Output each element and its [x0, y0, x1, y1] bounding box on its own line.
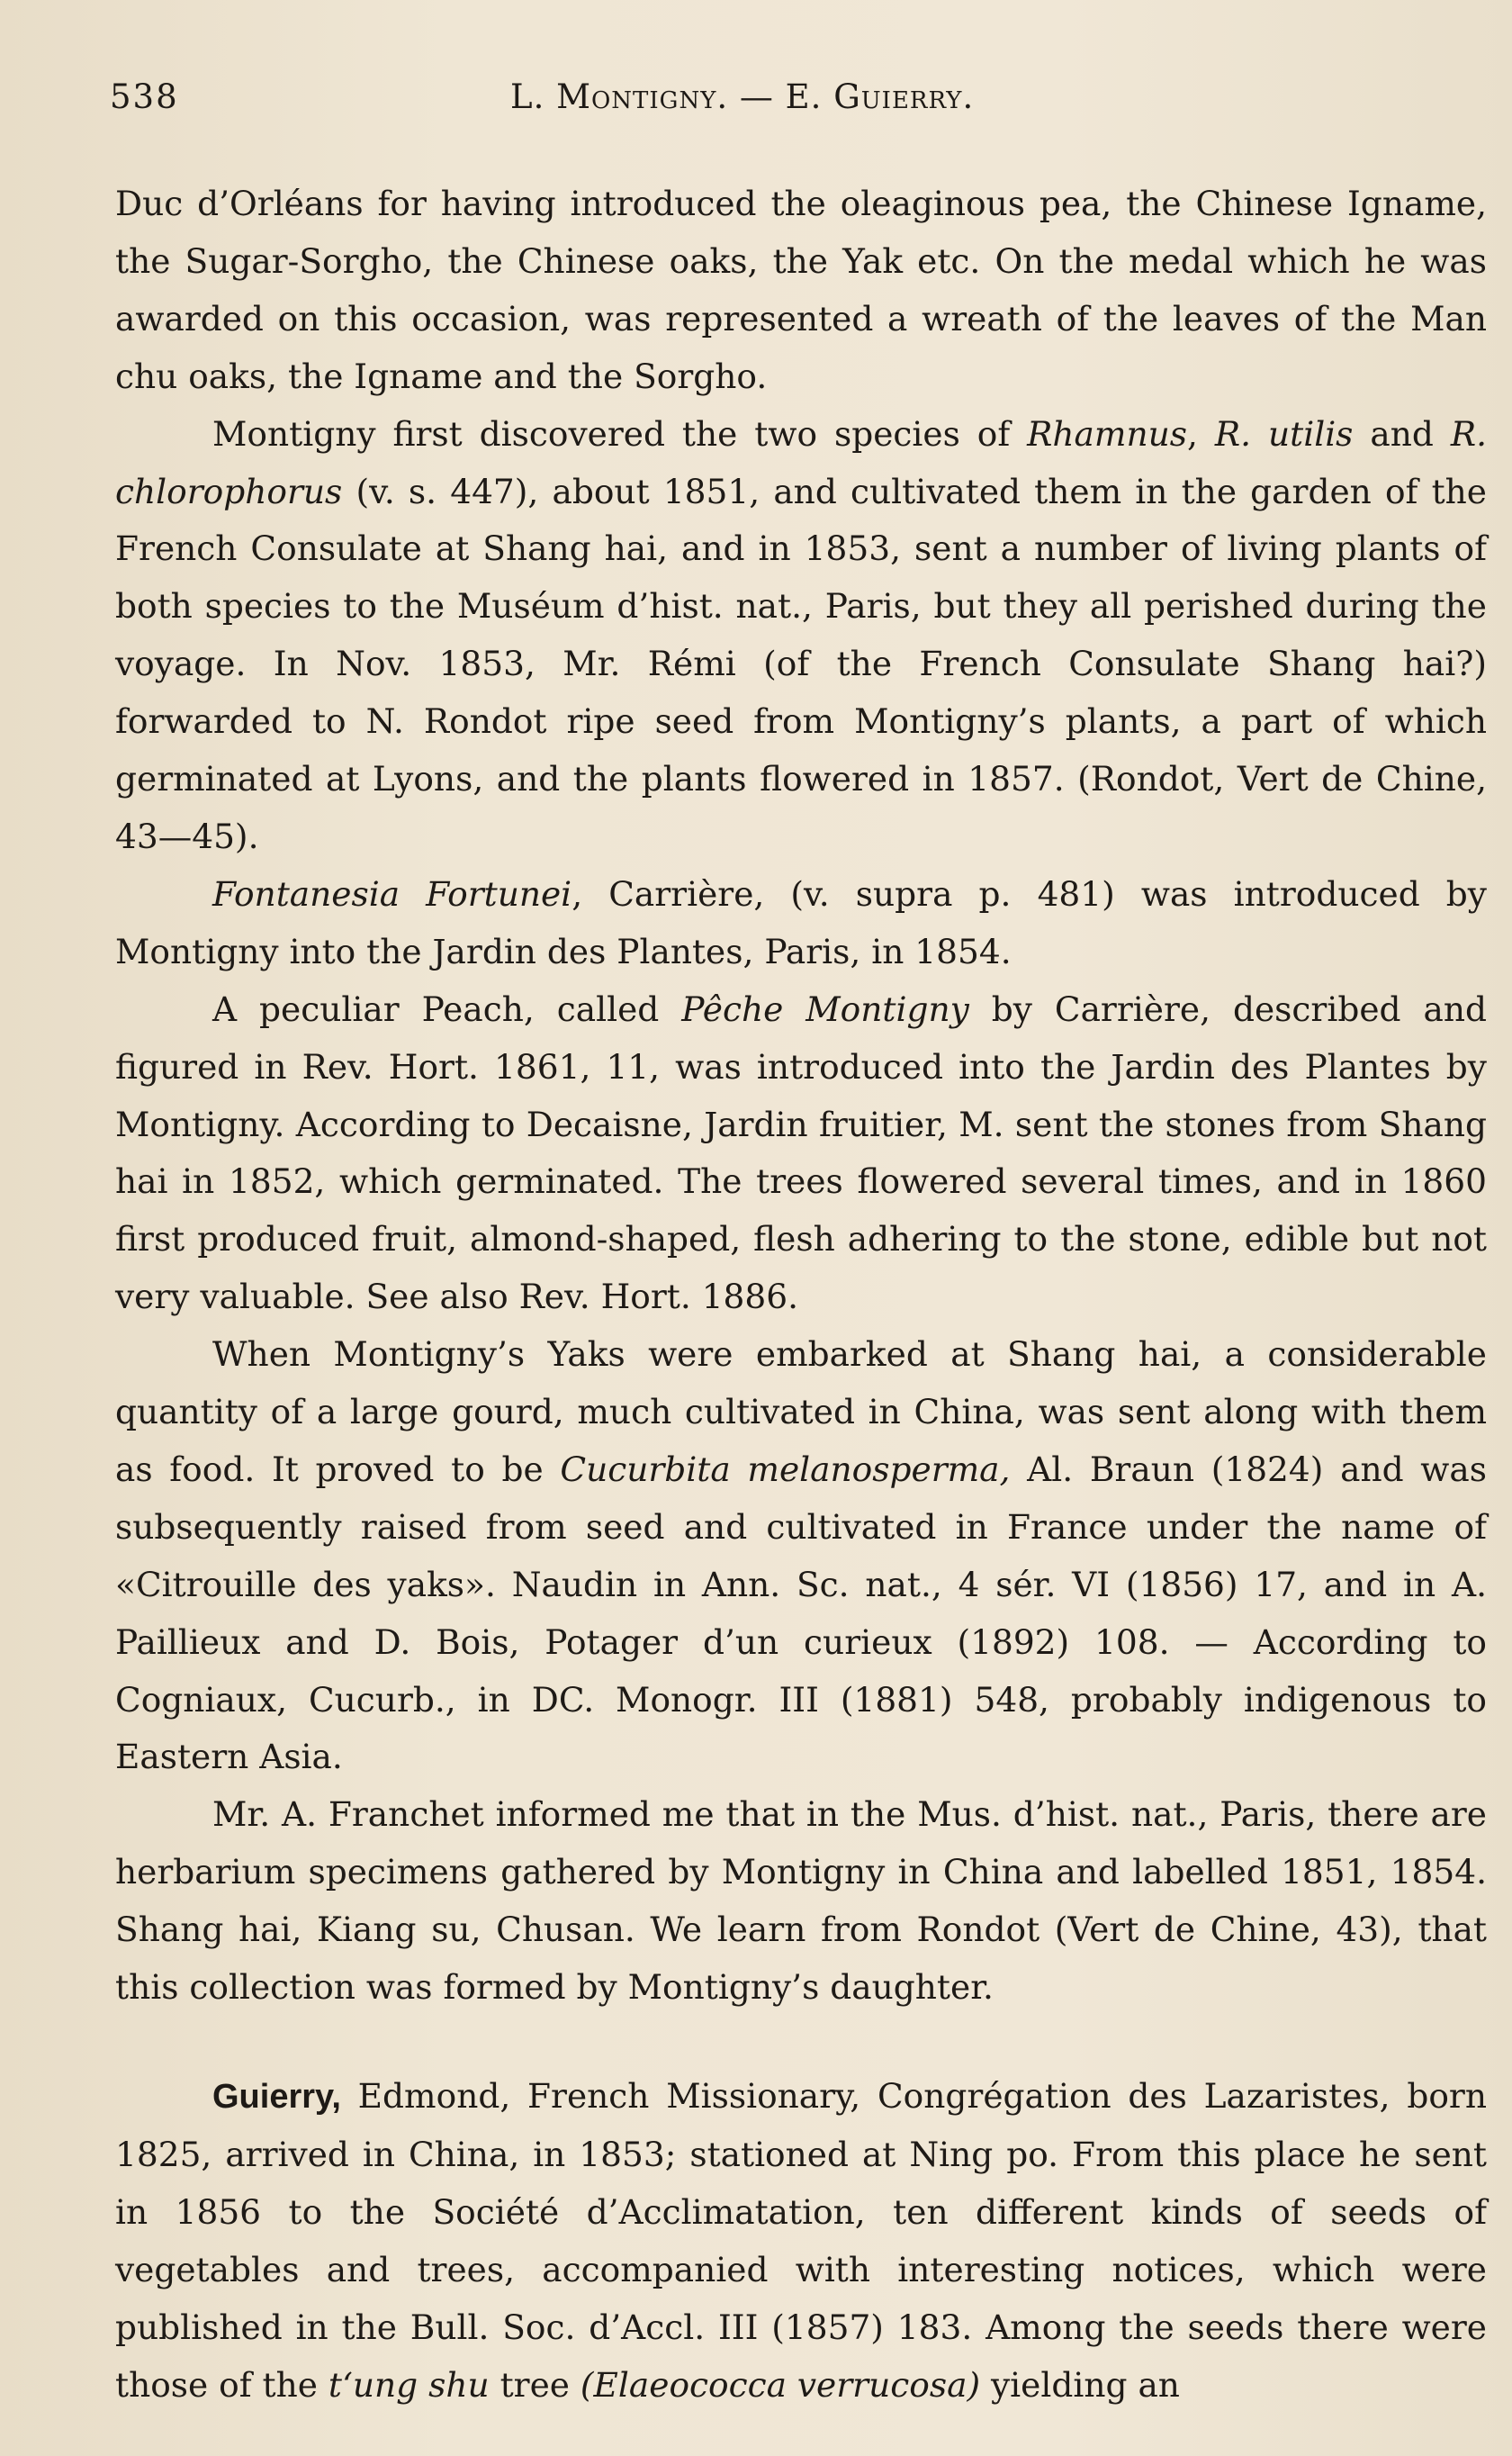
italic-term: R. chlorophorus: [115, 413, 1487, 511]
running-head: L. Montigny. — E. Guierry.: [510, 77, 975, 116]
text-run: Edmond, French Missionary, Congrégation des Lazaristes, born 1825, arrived in China, in 1853; stationed at Ning po. From this place he sent in 1856 to the Société d’Acclimatation, ten different kinds of seeds of vegetables and trees, accompanied with interesting notices, which were published in the Bull. Soc. d’Accl. III (1857) 183. Among the seeds there were those of the: [115, 2076, 1487, 2405]
text-run: tree: [489, 2364, 580, 2405]
paragraph-4: [115, 981, 1487, 1326]
text-run: When Montigny’s Yaks were embarked at Shang hai, a considerable quantity of a large gourd, much cultivated in China, was sent along with them as food. It proved to be: [115, 1334, 1487, 1489]
text-run: Al. Braun (1824) and was subsequently raised from seed and cultivated in France under the name of «Citrouille des yaks». Naudin in Ann. Sc. nat., 4 sér. VI (1856) 17, and in A. Paillieux and D. Bois, Potager d’un curieux (1892) 108. — According to Cogniaux, Cucurb., in DC. Monogr. III (1881) 548, probably indigenous to Eastern Asia.: [115, 1449, 1488, 1777]
italic-term: t‘ung shu: [328, 2364, 490, 2405]
italic-term: Fontanesia Fortunei: [212, 873, 572, 914]
text-run: (v. s. 447), about 1851, and cultivated them in the garden of the French Consulate at Shang hai, and in 1853, sent a number of living plants of both species to the Muséum d’hist. nat., Paris, but they all perished during the voyage. In Nov. 1853, Mr. Rémi (of the French Consulate Shang hai?) forwarded to N. Rondot ripe seed from Montigny’s plants, a part of which germinated at Lyons, and the plants flowered in 1857. (Rondot, Vert de Chine, 43—45).: [115, 471, 1487, 856]
text-run: ,: [1187, 413, 1215, 454]
paragraph-3: [115, 866, 1487, 981]
text-run: by Carrière, described and figured in Rev. Hort. 1861, 11, was introduced into the Jardin des Plantes by Montigny. According to Decaisne, Jardin fruitier, M. sent the stones from Shang hai in 1852, which germinated. The trees flowered several times, and in 1860 first produced fruit, almond-shaped, flesh adhering to the stone, edible but not very valuable. See also Rev. Hort. 1886.: [115, 989, 1487, 1317]
italic-term: Rhamnus: [1027, 413, 1188, 454]
text-run: and: [1353, 413, 1451, 454]
text-run: Mr. A. Franchet informed me that in the Mus. d’hist. nat., Paris, there are herbarium specimens gathered by Montigny in China and labelled 1851, 1854. Shang hai, Kiang su, Chusan. We learn from Rondot (Vert de Chine, 43), that this collection was formed by Montigny’s daughter.: [115, 1794, 1487, 2008]
paragraph-7-guierry-entry: [115, 2068, 1487, 2414]
paragraph-2: [115, 406, 1487, 866]
italic-term: Cucurbita melanosperma,: [560, 1449, 1011, 1489]
italic-term: R. utilis: [1214, 413, 1354, 454]
page-number: 538: [110, 77, 179, 116]
text-run: Duc d’Orléans for having introduced the oleaginous pea, the Chinese Igname, the Sugar-Sorgho, the Chinese oaks, the Yak etc. On the medal which he was awarded on this occasion, was represented a wreath of the leaves of the Man chu oaks, the Igname and the Sorgho.: [115, 184, 1487, 396]
paragraph-6: [115, 1786, 1487, 2017]
page-header: [110, 77, 1487, 131]
text-run: , Carrière, (v. supra p. 481) was introduced by Montigny into the Jardin des Plantes, Paris, in 1854.: [115, 873, 1487, 971]
italic-term: (Elaeococca verrucosa): [580, 2364, 981, 2405]
text-run: Montigny first discovered the two species of: [212, 413, 1028, 454]
entry-name: Guierry,: [212, 2078, 341, 2116]
paragraph-1: [115, 176, 1487, 406]
paragraph-5: [115, 1326, 1487, 1786]
text-run: yielding an: [980, 2364, 1180, 2405]
italic-term: Pêche Montigny: [681, 989, 969, 1029]
text-run: A peculiar Peach, called: [212, 989, 682, 1029]
body-text: [115, 176, 1487, 2414]
